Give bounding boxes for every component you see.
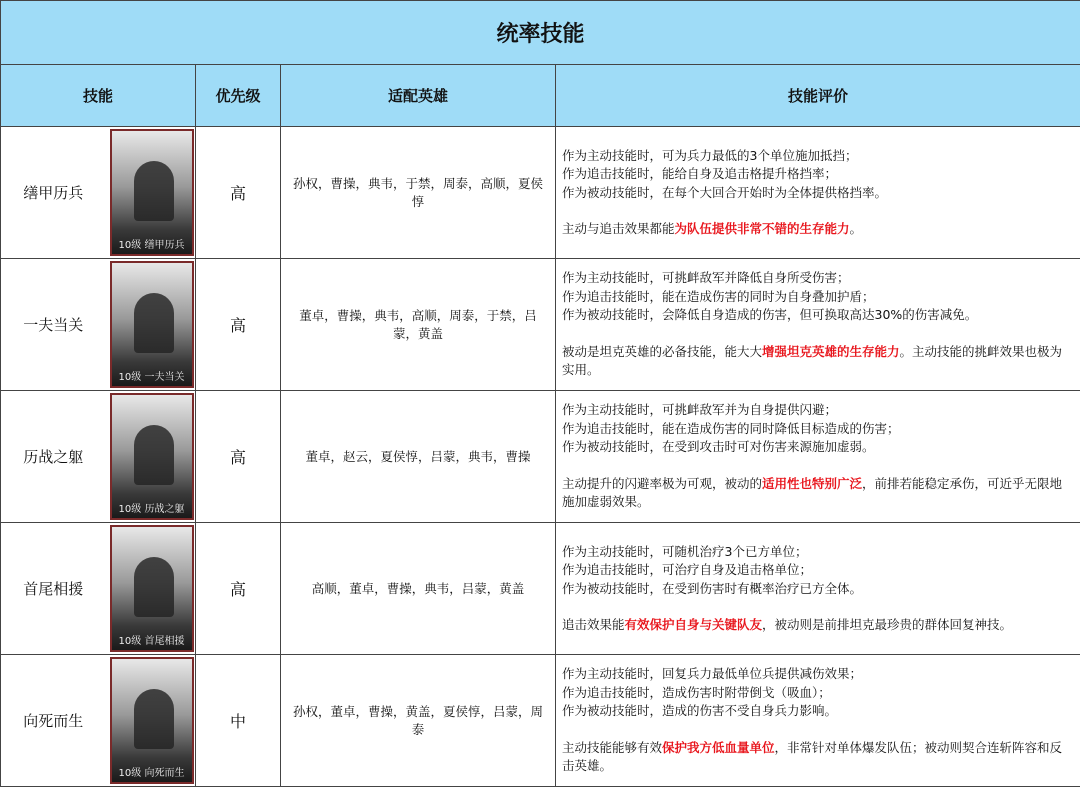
eval-line: 作为追击技能时，能给自身及追击格提升格挡率； [562, 165, 1074, 184]
skill-card-cell [106, 259, 196, 391]
summary-text: 主动提升的闪避率极为可观，被动的 [562, 476, 762, 491]
summary-text-end: 。 [850, 221, 863, 236]
eval-line: 作为主动技能时，回复兵力最低单位兵提供减伤效果； [562, 665, 1074, 684]
warrior-figure-icon [134, 161, 174, 221]
eval-line: 作为追击技能时，能在造成伤害的同时降低目标造成的伤害； [562, 420, 1074, 439]
table-row [1, 523, 1080, 655]
eval-summary [562, 616, 1074, 635]
priority: 高 [196, 259, 281, 391]
eval-line: 作为主动技能时，可挑衅敌军并降低自身所受伤害； [562, 269, 1074, 288]
header-heroes: 适配英雄 [281, 65, 556, 127]
table-row [1, 259, 1080, 391]
skill-card-cell [106, 391, 196, 523]
warrior-figure-icon [134, 689, 174, 749]
summary-text-end: ，非常针对单体爆发队伍；被动则契合连斩阵容和反击英雄。 [562, 740, 1062, 774]
table-row [1, 391, 1080, 523]
eval-line: 作为被动技能时，会降低自身造成的伤害，但可换取高达30%的伤害减免。 [562, 306, 1074, 325]
skill-name: 缮甲历兵 [1, 127, 106, 259]
eval-line: 作为追击技能时，可治疗自身及追击格单位； [562, 561, 1074, 580]
skill-card-image [110, 261, 194, 388]
summary-text-end: ，被动则是前排坦克最珍贵的群体回复神技。 [762, 617, 1012, 632]
skill-name: 向死而生 [1, 655, 106, 787]
eval-line: 作为被动技能时，在受到伤害时有概率治疗已方全体。 [562, 580, 1074, 599]
skill-card-cell [106, 127, 196, 259]
summary-text: 追击效果能 [562, 617, 625, 632]
eval-summary [562, 475, 1074, 512]
eval-line: 作为被动技能时，在每个大回合开始时为全体提供格挡率。 [562, 184, 1074, 203]
evaluation [556, 523, 1080, 655]
heroes: 孙权，董卓，曹操，黄盖，夏侯惇，吕蒙，周泰 [281, 655, 556, 787]
summary-text: 被动是坦克英雄的必备技能，能大大 [562, 344, 762, 359]
summary-highlight: 为队伍提供非常不错的生存能力 [675, 221, 850, 236]
summary-highlight: 保护我方低血量单位 [662, 740, 775, 755]
eval-summary [562, 343, 1074, 380]
priority: 高 [196, 391, 281, 523]
summary-text-end: 。主动技能的挑衅效果也极为实用。 [562, 344, 1062, 378]
eval-summary [562, 220, 1074, 239]
warrior-figure-icon [134, 425, 174, 485]
card-caption: 10级 首尾相援 [112, 636, 192, 647]
card-caption: 10级 缮甲历兵 [112, 240, 192, 251]
card-caption: 10级 一夫当关 [112, 372, 192, 383]
summary-highlight: 有效保护自身与关键队友 [625, 617, 763, 632]
skill-card-image [110, 129, 194, 256]
header-skill: 技能 [1, 65, 196, 127]
heroes: 董卓，赵云，夏侯惇，吕蒙，典韦，曹操 [281, 391, 556, 523]
heroes: 孙权，曹操，典韦，于禁，周泰，高顺，夏侯惇 [281, 127, 556, 259]
eval-summary [562, 739, 1074, 776]
summary-highlight: 增强坦克英雄的生存能力 [762, 344, 900, 359]
table-row [1, 655, 1080, 787]
card-caption: 10级 历战之躯 [112, 504, 192, 515]
eval-line: 作为主动技能时，可随机治疗3个已方单位； [562, 543, 1074, 562]
eval-line: 作为追击技能时，能在造成伤害的同时为自身叠加护盾； [562, 288, 1074, 307]
warrior-figure-icon [134, 293, 174, 353]
skill-card-cell [106, 655, 196, 787]
eval-line: 作为被动技能时，在受到攻击时可对伤害来源施加虚弱。 [562, 438, 1074, 457]
evaluation [556, 259, 1080, 391]
table-row [1, 127, 1080, 259]
warrior-figure-icon [134, 557, 174, 617]
header-evaluation: 技能评价 [556, 65, 1080, 127]
skill-name: 首尾相援 [1, 523, 106, 655]
eval-line: 作为主动技能时，可挑衅敌军并为自身提供闪避； [562, 401, 1074, 420]
skill-card-image [110, 657, 194, 784]
priority: 高 [196, 523, 281, 655]
skill-card-cell [106, 523, 196, 655]
summary-text: 主动与追击效果都能 [562, 221, 675, 236]
evaluation [556, 655, 1080, 787]
card-caption: 10级 向死而生 [112, 768, 192, 779]
summary-text: 主动技能能够有效 [562, 740, 662, 755]
skill-name: 历战之躯 [1, 391, 106, 523]
evaluation [556, 127, 1080, 259]
evaluation [556, 391, 1080, 523]
priority: 中 [196, 655, 281, 787]
skill-card-image [110, 525, 194, 652]
eval-line: 作为被动技能时，造成的伤害不受自身兵力影响。 [562, 702, 1074, 721]
summary-text-end: ，前排若能稳定承伤，可近乎无限地施加虚弱效果。 [562, 476, 1062, 510]
priority: 高 [196, 127, 281, 259]
summary-highlight: 适用性也特别广泛 [762, 476, 862, 491]
eval-line: 作为追击技能时，造成伤害时附带倒戈（吸血）； [562, 684, 1074, 703]
eval-line: 作为主动技能时，可为兵力最低的3个单位施加抵挡； [562, 147, 1074, 166]
header-priority: 优先级 [196, 65, 281, 127]
heroes: 高顺，董卓，曹操，典韦，吕蒙，黄盖 [281, 523, 556, 655]
skill-name: 一夫当关 [1, 259, 106, 391]
table-title: 统率技能 [1, 1, 1080, 65]
skill-card-image [110, 393, 194, 520]
heroes: 董卓，曹操，典韦，高顺，周泰，于禁，吕蒙，黄盖 [281, 259, 556, 391]
